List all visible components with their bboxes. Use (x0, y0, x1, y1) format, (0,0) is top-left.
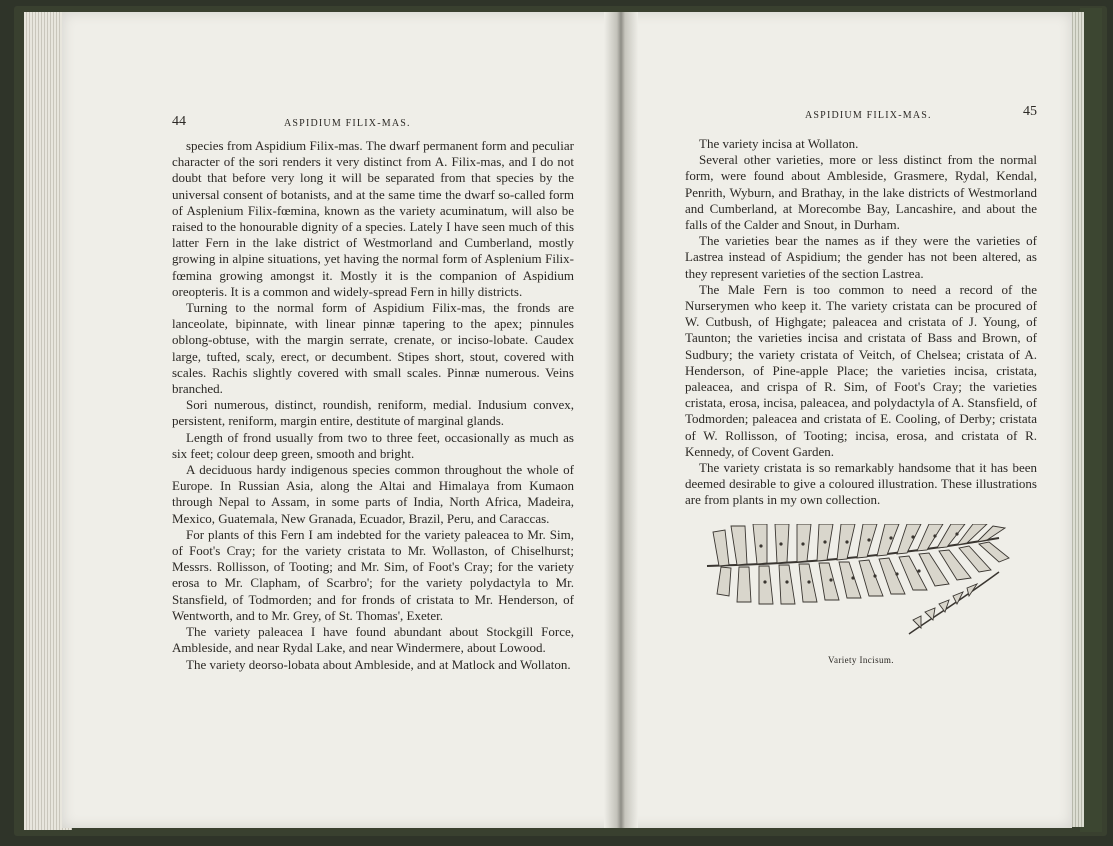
left-body-text (172, 138, 574, 673)
fern-frond-illustration (699, 524, 1031, 644)
left-paragraph-7: The variety paleacea I have found abundant about Stockgill Force, Ambleside, and near Rydal Lake, and near Windermere, about Lowood. (172, 624, 574, 656)
left-paragraph-3: Sori numerous, distinct, roundish, reniform, medial. Indusium convex, persistent, reniform, margin entire, destitute of marginal glands. (172, 397, 574, 429)
left-paragraph-1: species from Aspidium Filix-mas. The dwarf permanent form and peculiar character of the sori renders it very distinct from A. Filix-mas, and I do not doubt that before very long it will be separated from that species by the universal consent of botanists, and at the same time the dwarf so-called form of Asplenium Filix-fœmina, known as the variety acuminatum, will also be raised to the honourable dignity of a species. Lately I have seen much of this latter Fern in the lake district of Westmorland and Cumberland, mostly growing in alpine situations, yet having the normal form of Asplenium Filix-fœmina growing amongst it. Mostly it is the companion of Aspidium oreopteris. It is a common and widely-spread Fern in hilly districts. (172, 138, 574, 299)
left-paragraph-5: A deciduous hardy indigenous species common throughout the whole of Europe. In Russian Asia, along the Altai and Himalaya from Kumaon through Nepal to Assam, in some parts of India, North Africa, Madeira, Mexico, Guatemala, New Granada, Ecuador, Brazil, Peru, and Caraccas. (172, 462, 574, 526)
left-paragraph-2: Turning to the normal form of Aspidium Filix-mas, the fronds are lanceolate, bipinnate, with linear pinnæ tapering to the apex; pinnules oblong-obtuse, with the margin serrate, crenate, or inciso-lobate. Caudex large, tufted, scaly, erect, or decumbent. Stipes short, stout, covered with scales. Rachis slightly covered with small scales. Pinnæ numerous. Veins branched. (172, 300, 574, 397)
right-paragraph-1: The variety incisa at Wollaton. (699, 136, 859, 151)
open-book-spread (62, 12, 1072, 828)
left-paragraph-8: The variety deorso-lobata about Ambleside, and at Matlock and Wollaton. (186, 656, 571, 672)
left-running-head (172, 114, 574, 134)
right-running-title: ASPIDIUM FILIX-MAS. (805, 110, 932, 121)
right-body-text (685, 136, 1037, 509)
left-paragraph-4: Length of frond usually from two to three feet, occasionally as much as six feet; colour deep green, smooth and bright. (172, 429, 574, 461)
right-paragraph-2: Several other varieties, more or less distinct from the normal form, were found about Ambleside, Grasmere, Rydal, Kendal, Penrith, Wyburn, and Brathay, in the lake districts of Westmorland and Cumberland, at Morecombe Bay, Lancashire, and about the falls of the Calder and Snout, in Durham. (685, 152, 1037, 233)
left-running-title: ASPIDIUM FILIX-MAS. (284, 118, 411, 129)
right-paragraph-5: The variety cristata is so remarkably handsome that it has been deemed desirable to give a coloured illustration. These illustrations are from plants in my own collection. (685, 460, 1037, 508)
right-page-number: 45 (1023, 104, 1037, 119)
right-paragraph-4: The Male Fern is too common to need a record of the Nurserymen who keep it. The variety cristata can be procured of W. Cutbush, of Highgate; paleacea and cristata of J. Young, of Taunton; the varieties incisa and cristata of Bass and Brown, of Sudbury; the variety cristata of Veitch, of Chelsea; cristata of A. Henderson, of Pine-apple Place; the varieties incisa, cristata, paleacea, and crispa of R. Sim, of Foot's Cray; the varieties cristata, erosa, incisa, paleacea, and polydactyla of A. Stansfield, of Todmorden; paleacea and cristata of E. Cooling, of Derby; cristata of W. Rollisson, of Tooting; incisa, erosa, and cristata of R. Kennedy, of Covent Garden. (685, 281, 1037, 459)
right-running-head (685, 106, 1037, 126)
book-gutter (604, 12, 638, 828)
right-paragraph-3: The varieties bear the names as if they were the varieties of Lastrea instead of Aspidium; the gender has not been altered, as they represent varieties of the section Lastrea. (685, 233, 1037, 281)
figure-caption: Variety Incisum. (828, 655, 894, 665)
left-page-number: 44 (172, 114, 186, 129)
left-paragraph-6: For plants of this Fern I am indebted for the variety paleacea to Mr. Sim, of Foot's Cray; for the variety cristata to Mr. Wollaston, of Chiselhurst; Messrs. Rollisson, of Tooting; and Mr. Sim, of Foot's Cray; for the variety erosa to Mr. Clapham, of Scarbro'; for the variety polydactyla to Mr. Stansfield, of Todmorden; and for fronds of cristata to Mr. Henderson, of Wentworth, and to Mr. Grey, of St. Thomas', Exeter. (172, 526, 574, 623)
